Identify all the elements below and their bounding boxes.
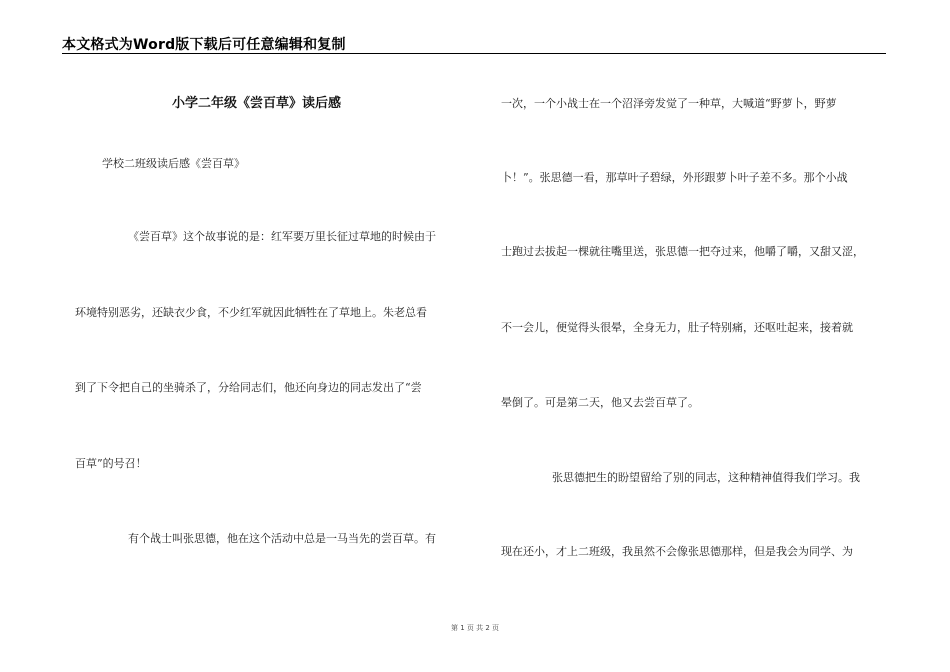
right-paragraph-line: 一次，一个小战士在一个沼泽旁发觉了一种草，大喊道“野萝卜，野萝 [501,97,837,110]
right-paragraph-line: 晕倒了。可是第二天，他又去尝百草了。 [501,396,699,409]
right-paragraph-line: 现在还小，才上二班级，我虽然不会像张思德那样，但是我会为同学、为 [501,545,853,558]
left-paragraph-line: 到了下令把自己的坐骑杀了，分给同志们，他还向身边的同志发出了“尝 [75,381,422,394]
left-paragraph-line: 有个战士叫张思德，他在这个活动中总是一马当先的尝百草。有 [128,532,436,545]
right-paragraph-line: 不一会儿，便觉得头很晕，全身无力，肚子特别痛，还呕吐起来，接着就 [501,321,853,334]
header-title: 本文格式为Word版下载后可任意编辑和复制 [62,37,346,53]
page-number: 第 1 页 共 2 页 [450,624,500,632]
right-paragraph-line: 士跑过去拔起一棵就往嘴里送，张思德一把夺过来，他嚼了嚼，又甜又涩， [501,245,864,258]
header-divider [62,53,886,54]
left-paragraph-line: 学校二班级读后感《尝百草》 [102,157,245,170]
left-paragraph-line: 《尝百草》这个故事说的是：红军要万里长征过草地的时候由于 [128,230,436,243]
left-paragraph-line: 百草”的号召！ [75,457,147,470]
left-paragraph-line: 环境特别恶劣，还缺衣少食，不少红军就因此牺牲在了草地上。朱老总看 [75,306,427,319]
document-title: 小学二年级《尝百草》读后感 [172,96,342,111]
right-paragraph-line: 张思德把生的盼望留给了别的同志，这种精神值得我们学习。我 [552,471,860,484]
right-paragraph-line: 卜！”。张思德一看，那草叶子碧绿，外形跟萝卜叶子差不多。那个小战 [501,171,848,184]
